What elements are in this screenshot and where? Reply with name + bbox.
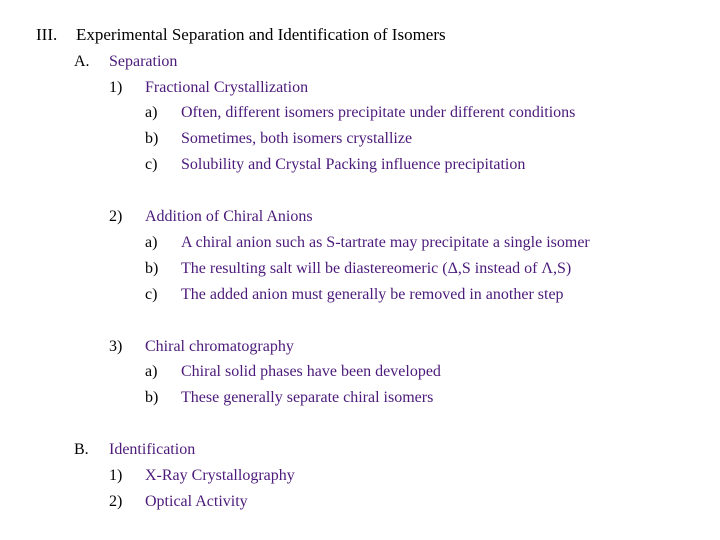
item-b2-title: Optical Activity <box>145 493 248 510</box>
item-a2c-marker: c) <box>145 286 158 303</box>
item-a1a-marker: a) <box>145 104 158 121</box>
item-a2a-marker: a) <box>145 234 158 251</box>
item-a1-title: Fractional Crystallization <box>145 79 309 96</box>
item-a2b-marker: b) <box>145 260 159 277</box>
item-a2c-text: The added anion must generally be removed in another step <box>181 286 564 303</box>
item-a3b-marker: b) <box>145 389 159 406</box>
item-a1c-marker: c) <box>145 156 158 173</box>
page-title: Experimental Separation and Identification of Isomers <box>76 25 446 44</box>
item-b1-marker: 1) <box>109 467 123 484</box>
section-a-marker: A. <box>74 53 90 70</box>
item-a2a-text: A chiral anion such as S-tartrate may precipitate a single isomer <box>181 234 590 251</box>
item-a3a-text: Chiral solid phases have been developed <box>181 363 441 380</box>
item-a1b-marker: b) <box>145 130 159 147</box>
item-a1b-text: Sometimes, both isomers crystallize <box>181 130 413 147</box>
item-a3b-text: These generally separate chiral isomers <box>181 389 434 406</box>
item-a1a-text: Often, different isomers precipitate under different conditions <box>181 104 576 121</box>
item-a2-title: Addition of Chiral Anions <box>145 208 313 225</box>
item-a1c-text: Solubility and Crystal Packing influence precipitation <box>181 156 526 173</box>
section-a-title: Separation <box>109 53 178 70</box>
item-a2-marker: 2) <box>109 208 123 225</box>
item-a2b-text: The resulting salt will be diastereomeric (Δ,S instead of Λ,S) <box>181 260 572 277</box>
section-b-marker: B. <box>74 441 89 458</box>
item-b1-title: X-Ray Crystallography <box>145 467 295 484</box>
item-a3-title: Chiral chromatography <box>145 338 294 355</box>
item-a3a-marker: a) <box>145 363 158 380</box>
item-a1-marker: 1) <box>109 79 123 96</box>
item-b2-marker: 2) <box>109 493 123 510</box>
section-b-title: Identification <box>109 441 196 458</box>
heading-numeral: III. <box>36 25 58 44</box>
item-a3-marker: 3) <box>109 338 123 355</box>
